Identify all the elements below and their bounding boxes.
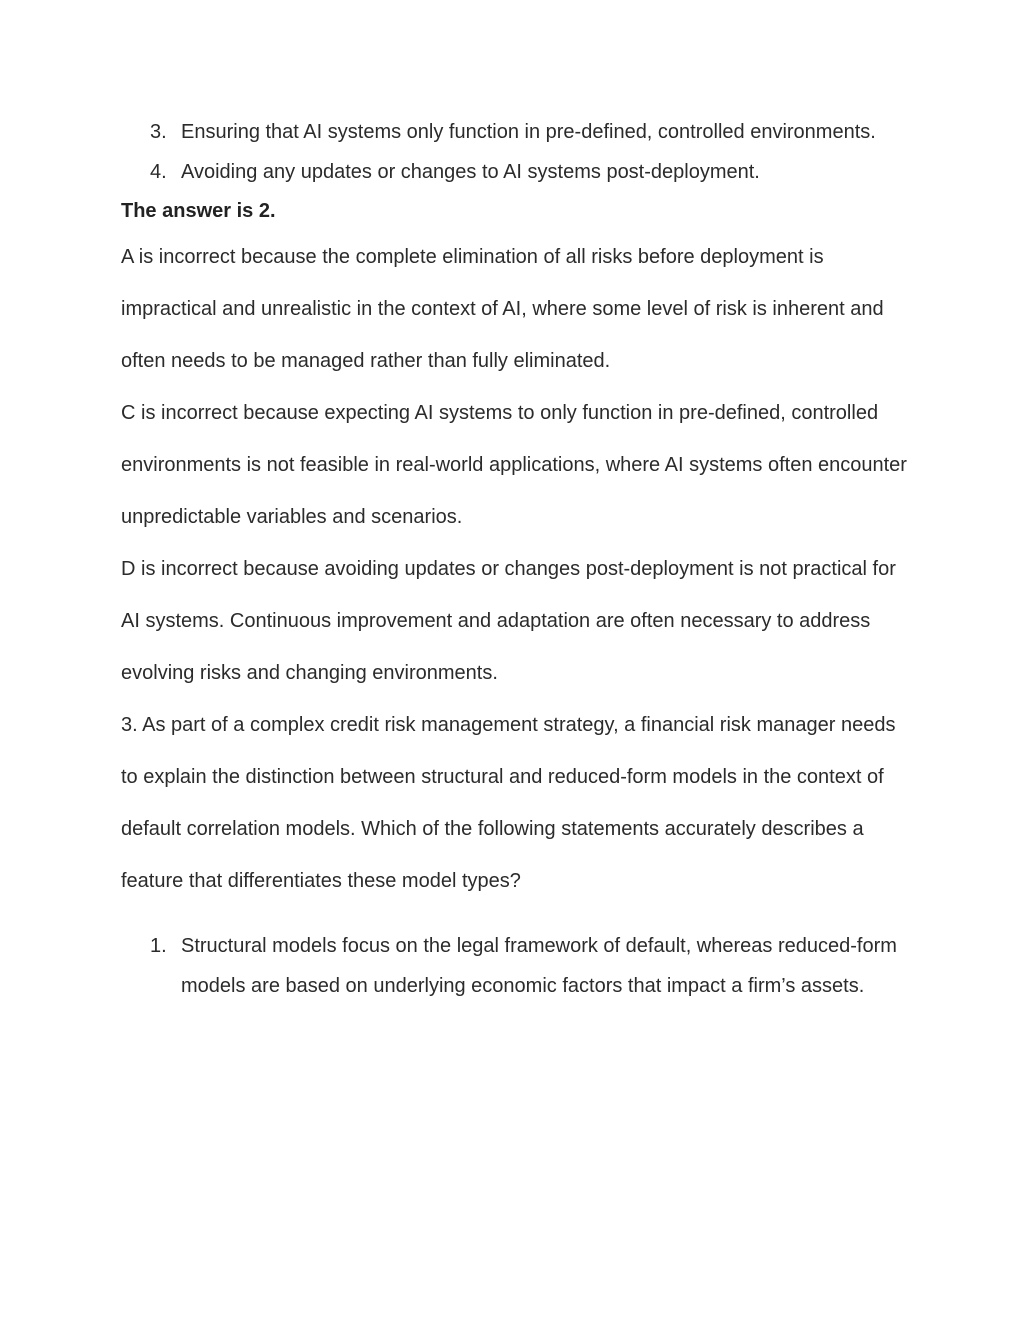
question-text: 3. As part of a complex credit risk management strategy, a financial risk manager needs to explain the distinction between structural and reduced-form models in the context of default correlation models. Which of the following statements accurately describes a feature that differentiates these model types? <box>121 714 896 892</box>
answer-line: The answer is 2. <box>121 200 276 222</box>
previous-question-options <box>121 112 911 192</box>
option-number: 3. <box>150 121 167 143</box>
option-item <box>121 152 911 192</box>
explanation-paragraph: A is incorrect because the complete elimination of all risks before deployment is impractical and unrealistic in the context of AI, where some level of risk is inherent and often needs to be managed rather than fully eliminated. <box>121 246 884 372</box>
explanation-paragraph: D is incorrect because avoiding updates or changes post-deployment is not practical for AI systems. Continuous improvement and adaptation are often necessary to address evolving risks and changing environments. <box>121 558 896 684</box>
option-text: Avoiding any updates or changes to AI systems post-deployment. <box>181 161 760 183</box>
option-number: 4. <box>150 161 167 183</box>
explanation-paragraph: C is incorrect because expecting AI systems to only function in pre-defined, controlled environments is not feasible in real-world applications, where AI systems often encounter unpredictable variables and scenarios. <box>121 402 907 528</box>
option-text: Structural models focus on the legal framework of default, whereas reduced-form models are based on underlying economic factors that impact a firm’s assets. <box>181 935 897 997</box>
option-item <box>121 926 911 1006</box>
option-number: 1. <box>150 935 167 957</box>
option-text: Ensuring that AI systems only function in pre-defined, controlled environments. <box>181 121 876 143</box>
page-content <box>121 112 911 1006</box>
question-options <box>121 926 911 1006</box>
option-item <box>121 112 911 152</box>
